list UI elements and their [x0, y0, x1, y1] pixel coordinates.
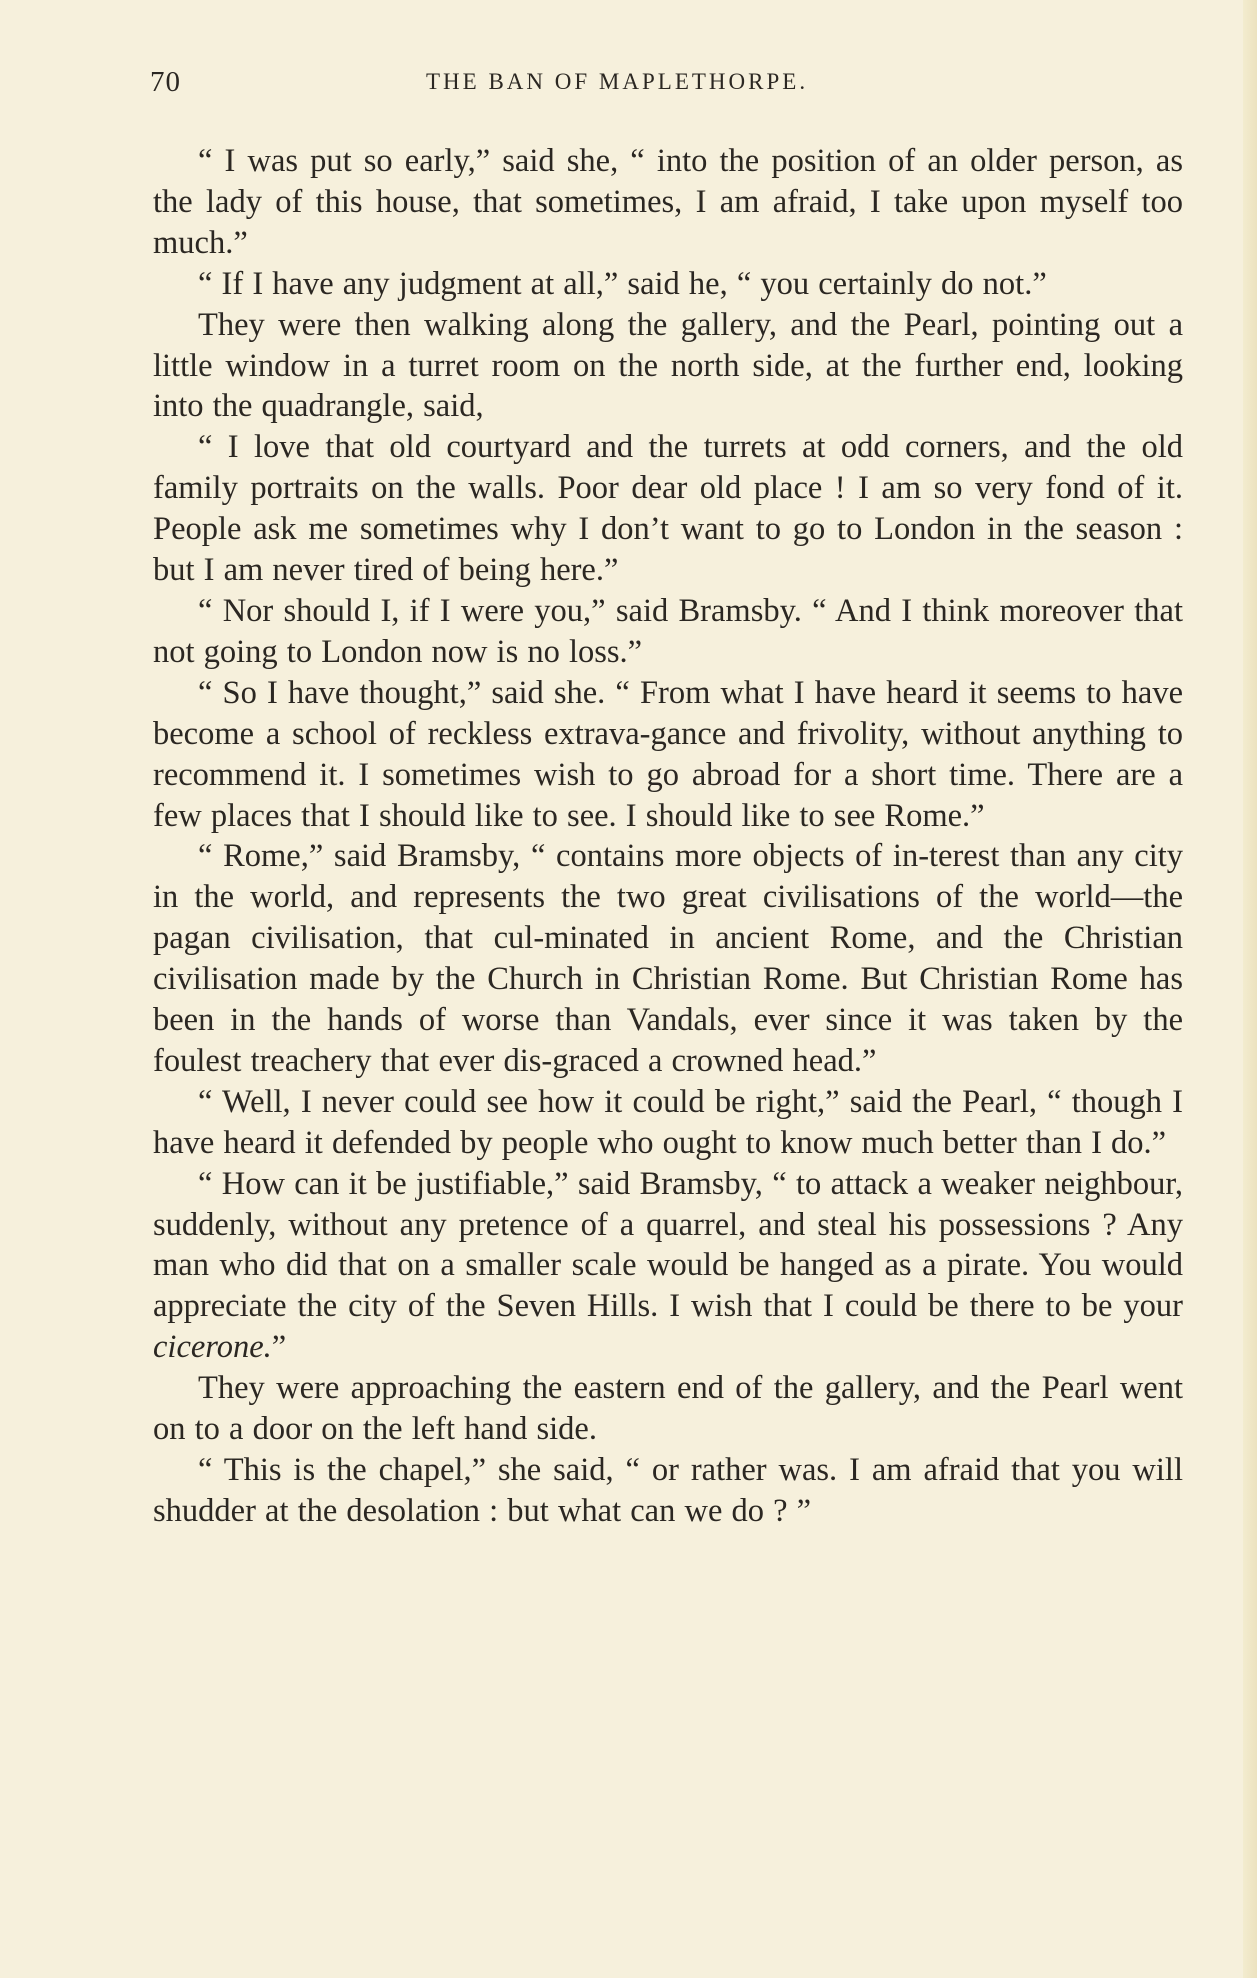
paragraph-7: “ Rome,” said Bramsby, “ contains more objects of in-terest than any city in the world, and represents the two great civilisations of the world—the pagan civilisation, that cul-minated in ancient Rome, and the Christian civilisation made by the Church in Christian Rome. But Christian Rome has been in the hands of worse than Vandals, ever since it was taken by the foulest treachery that ever dis-graced a crowned head.”	[153, 838, 1183, 1079]
paragraph-6: “ So I have thought,” said she. “ From what I have heard it seems to have become a school of reckless extrava-gance and frivolity, without anything to recommend it. I sometimes wish to go abroad for a short time. There are a few places that I should like to see. I should like to see Rome.”	[153, 674, 1183, 834]
paragraph-2: “ If I have any judgment at all,” said he, “ you certainly do not.”	[198, 265, 1047, 302]
paragraph-4: “ I love that old courtyard and the turrets at odd corners, and the old family portraits on the walls. Poor dear old place ! I am so very fond of it. People ask me sometimes why I don’t want to go to London in the season : but I am never tired of being here.”	[153, 429, 1183, 589]
italic-word: cicerone.	[153, 1329, 272, 1366]
paragraph-3: They were then walking along the gallery, and the Pearl, pointing out a little window in a turret room on the north side, at the further end, looking into the quadrangle, said,	[153, 306, 1183, 425]
running-head: THE BAN OF MAPLETHORPE.	[426, 69, 809, 94]
paragraph-1: “ I was put so early,” said she, “ into the position of an older person, as the lady of this house, that sometimes, I am afraid, I take upon myself too much.”	[153, 143, 1183, 261]
paragraph-8: “ Well, I never could see how it could be right,” said the Pearl, “ though I have heard it defended by people who ought to know much better than I do.”	[153, 1083, 1183, 1161]
paragraph-9-text: “ How can it be justifiable,” said Bramsby, “ to attack a weaker neighbour, suddenly, without any pretence of a quarrel, and steal his possessions ? Any man who did that on a smaller scale would be hanged as a pirate. You would appreciate the city of the Seven Hills. I wish that I could be there to be your	[153, 1165, 1183, 1325]
closing-quote: ”	[271, 1329, 287, 1366]
paragraph-10: They were approaching the eastern end of the gallery, and the Pearl went on to a door on the left hand side.	[153, 1370, 1183, 1448]
paragraph-5: “ Nor should I, if I were you,” said Bramsby. “ And I think moreover that not going to London now is no loss.”	[153, 592, 1183, 670]
page-edge	[1243, 0, 1257, 1978]
page-header	[150, 66, 1190, 106]
text-body	[153, 141, 1183, 1532]
paragraph-9	[153, 1164, 1183, 1369]
page-number: 70	[150, 66, 181, 98]
paragraph-11: “ This is the chapel,” she said, “ or rather was. I am afraid that you will shudder at the desolation : but what can we do ? ”	[153, 1452, 1183, 1529]
